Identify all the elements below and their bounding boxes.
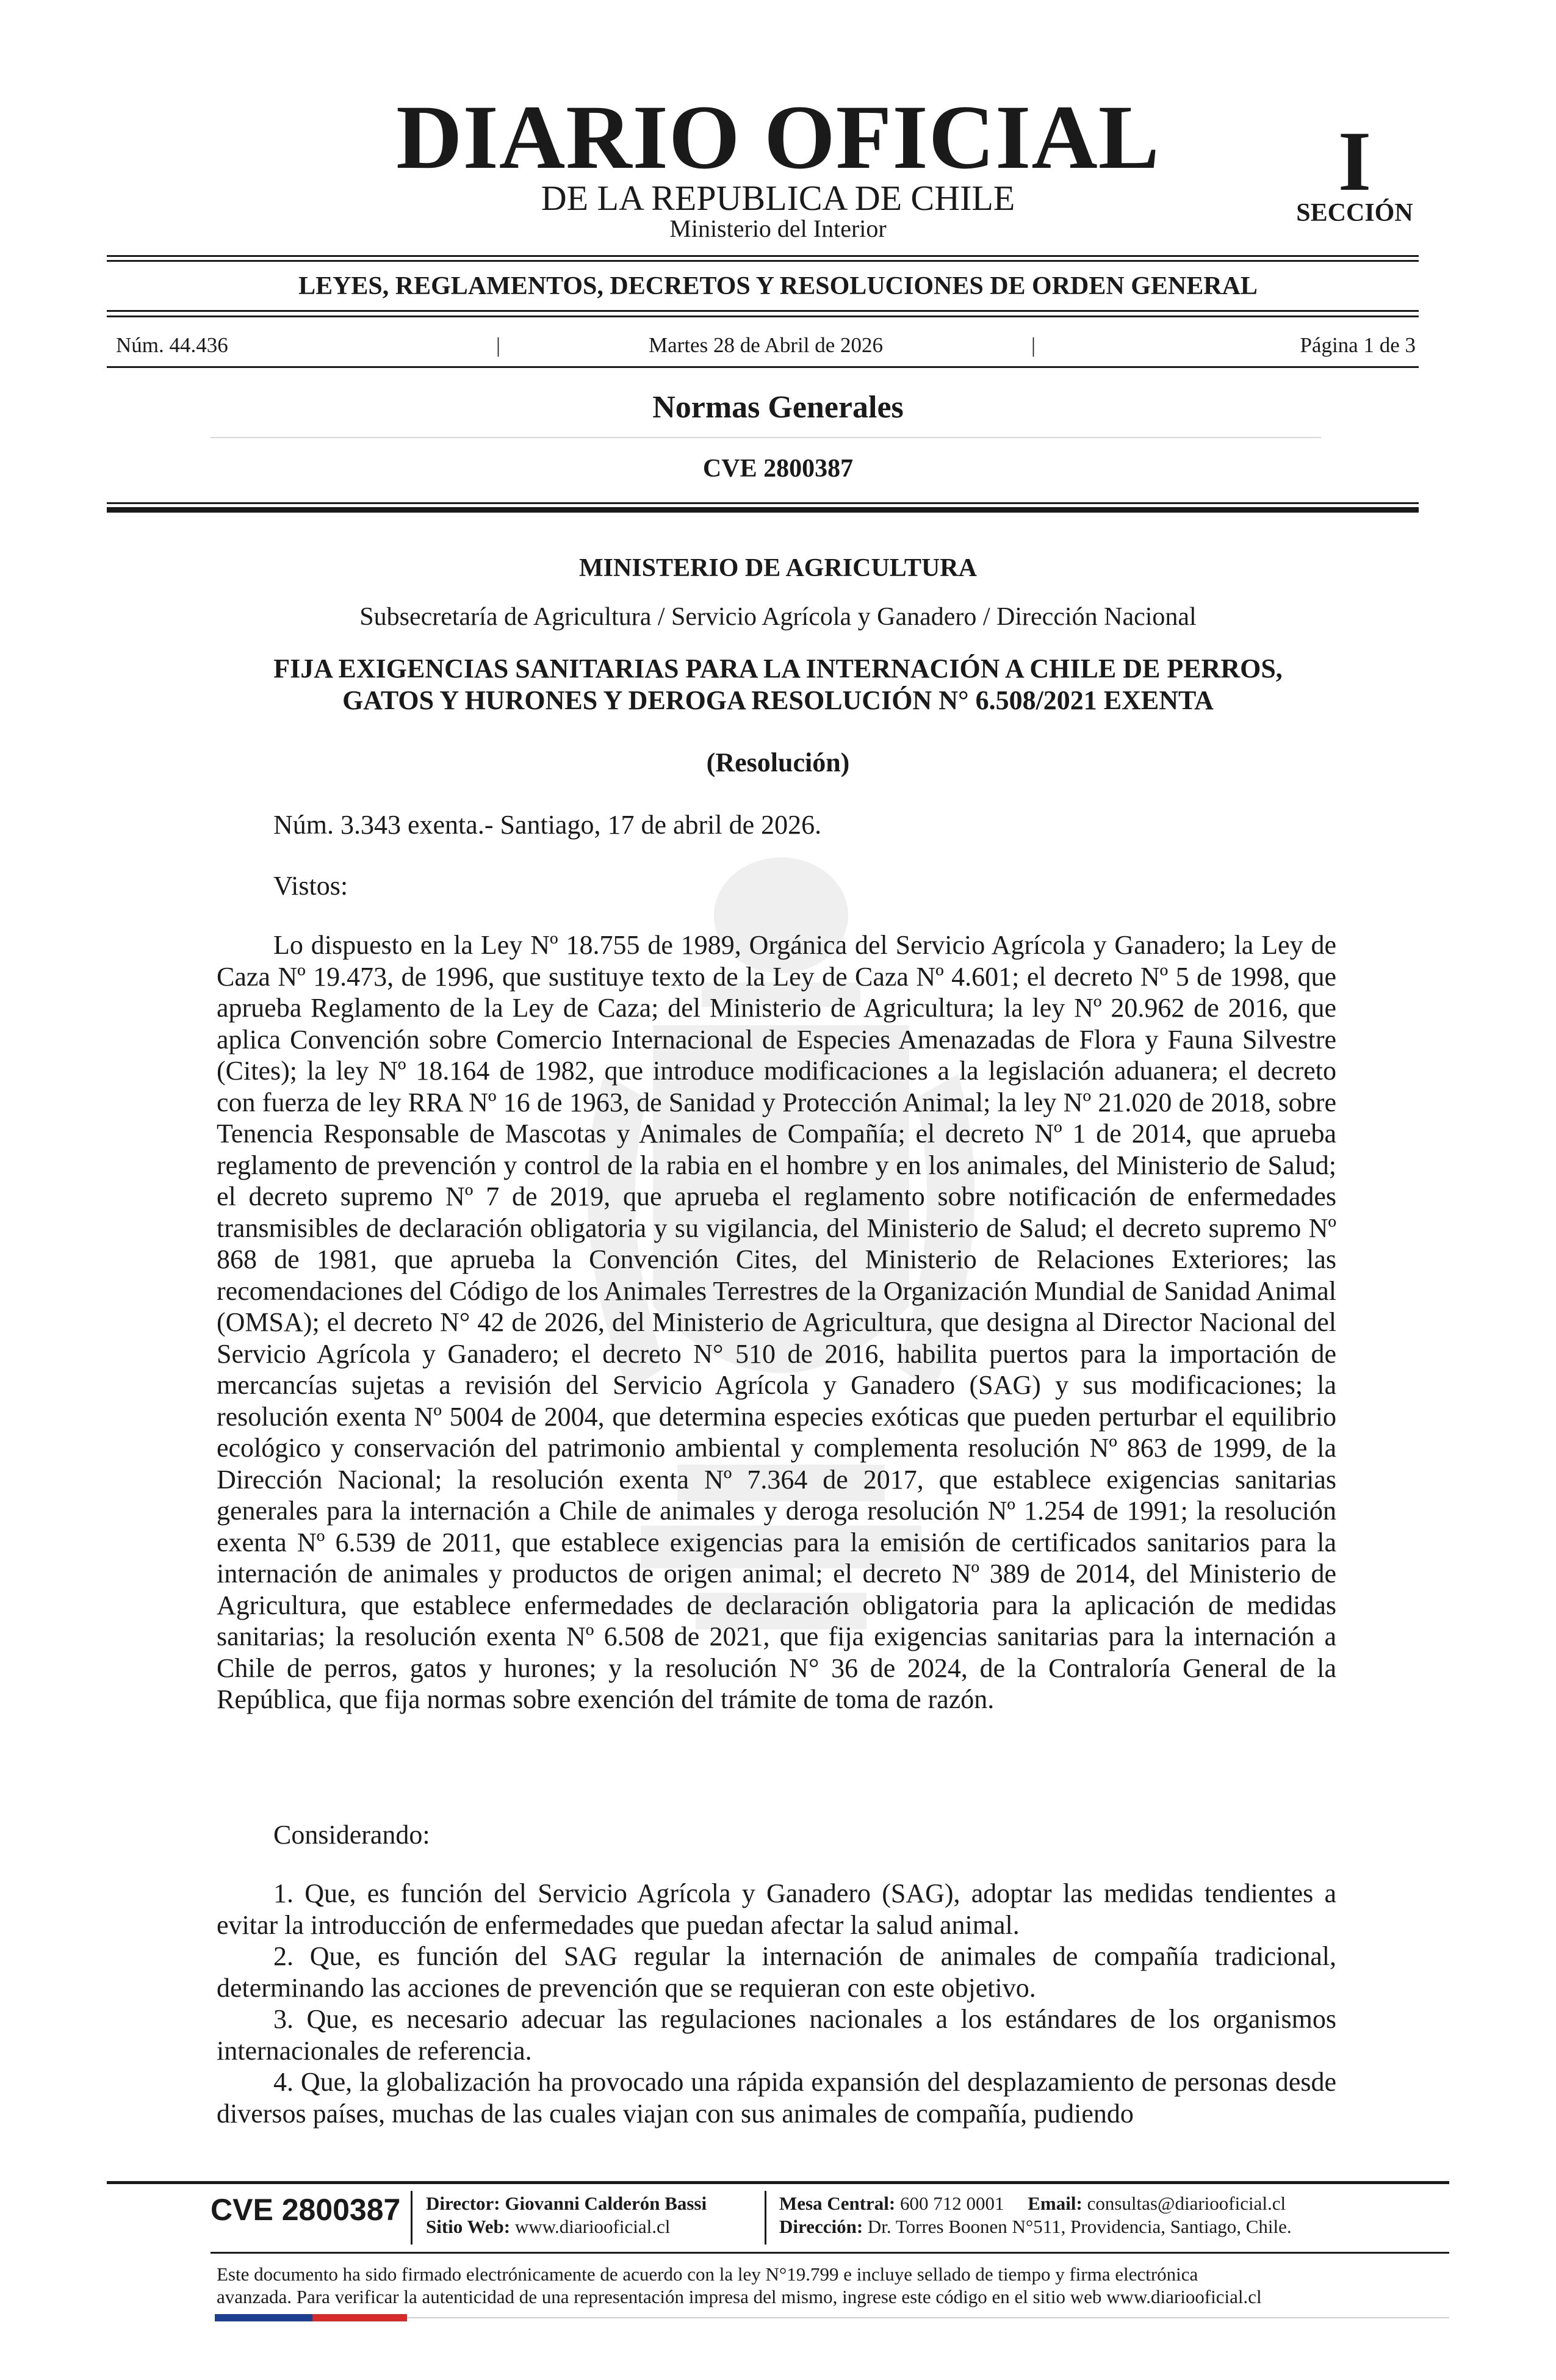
section-label: SECCIÓN	[1296, 199, 1413, 227]
considerando-label: Considerando:	[273, 1820, 430, 1850]
cve-header: CVE 2800387	[702, 455, 854, 483]
footer-cve: CVE 2800387	[211, 2193, 401, 2227]
category-rule-double	[107, 316, 1419, 317]
mesa-central-phone: 600 712 0001	[900, 2193, 1004, 2214]
legal-line: avanzada. Para verificar la autenticidad de una representación impresa del mismo, ingrese este código en el sitio web www.diariooficial.cl	[217, 2286, 1262, 2307]
masthead-subtitle: DE LA REPUBLICA DE CHILE	[541, 178, 1015, 218]
considerando-item: 2. Que, es función del SAG regular la internación de animales de compañía tradicional, determinando las acciones de prevención que se requieran con este objetivo.	[217, 1941, 1336, 2003]
masthead-title: DIARIO OFICIAL	[396, 87, 1160, 188]
resolution-type: (Resolución)	[706, 748, 850, 777]
category-heading: LEYES, REGLAMENTOS, DECRETOS Y RESOLUCIONES DE ORDEN GENERAL	[298, 272, 1258, 300]
issue-separator: |	[496, 333, 501, 357]
cve-rule-thick	[107, 507, 1419, 513]
issue-separator: |	[1031, 333, 1036, 357]
considerando-item: 3. Que, es necesario adecuar las regulaciones nacionales a los estándares de los organismos internacionales de referencia.	[217, 2004, 1336, 2066]
mesa-central-label: Mesa Central:	[779, 2193, 896, 2214]
vistos-label: Vistos:	[273, 871, 348, 901]
masthead-ministry: Ministerio del Interior	[669, 215, 887, 242]
email-label: Email:	[1028, 2193, 1082, 2214]
resolution-number-line: Núm. 3.343 exenta.- Santiago, 17 de abril de 2026.	[273, 810, 822, 840]
section-numeral: I	[1338, 114, 1372, 209]
issue-date: Martes 28 de Abril de 2026	[649, 333, 883, 357]
issue-number: Núm. 44.436	[116, 333, 228, 357]
flag-stripe-blue	[215, 2314, 312, 2321]
considerando-item: 4. Que, la globalización ha provocado una rápida expansión del desplazamiento de personas desde diversos países, muchas de las cuales viajan con sus animales de compañía, pudiendo	[217, 2067, 1336, 2129]
masthead-rule-top	[107, 255, 1419, 257]
email-link[interactable]: consultas@diariooficial.cl	[1087, 2193, 1286, 2214]
issuing-subsecretaria: Subsecretaría de Agricultura / Servicio Agrícola y Ganadero / Dirección Nacional	[359, 603, 1197, 631]
masthead-rule-double	[107, 260, 1419, 262]
director-name: Giovanni Calderón Bassi	[505, 2193, 707, 2214]
resolution-title	[207, 653, 1349, 716]
flag-stripe-red	[312, 2314, 407, 2321]
footer-contact-block	[779, 2192, 1292, 2238]
address-label: Dirección:	[779, 2216, 863, 2237]
footer-legal-notice	[217, 2263, 1336, 2308]
address-text: Dr. Torres Boonen N°511, Providencia, Santiago, Chile.	[867, 2216, 1292, 2237]
norm-type-rule	[211, 437, 1321, 438]
resolution-title-line: GATOS Y HURONES Y DEROGA RESOLUCIÓN N° 6.508/2021 EXENTA	[342, 685, 1214, 715]
cve-rule	[107, 502, 1419, 504]
website-label: Sitio Web:	[426, 2216, 511, 2237]
flag-stripe-line	[407, 2317, 1449, 2318]
director-label: Director:	[426, 2193, 500, 2214]
resolution-title-line: FIJA EXIGENCIAS SANITARIAS PARA LA INTERNACIÓN A CHILE DE PERROS,	[273, 654, 1283, 683]
considerando-item: 1. Que, es función del Servicio Agrícola y Ganadero (SAG), adoptar las medidas tendientes a evitar la introducción de enfermedades que puedan afectar la salud animal.	[217, 1878, 1336, 1940]
issue-page: Página 1 de 3	[1300, 333, 1416, 357]
footer-rule-mid	[211, 2252, 1449, 2254]
norm-type-heading: Normas Generales	[652, 390, 904, 425]
website-link[interactable]: www.diariooficial.cl	[514, 2216, 671, 2237]
issuing-ministry: MINISTERIO DE AGRICULTURA	[579, 554, 977, 582]
footer-director-block	[426, 2192, 707, 2238]
vistos-paragraph: Lo dispuesto en la Ley Nº 18.755 de 1989, Orgánica del Servicio Agrícola y Ganadero; la Ley de Caza Nº 19.473, de 1996, que sustituye texto de la Ley de Caza Nº 4.601; el decreto Nº 5 de 1998, que aprueba Reglamento de la Ley de Caza; del Ministerio de Agricultura; la ley Nº 20.962 de 2016, que aplica Convención sobre Comercio Internacional de Especies Amenazadas de Flora y Fauna Silvestre (Cites); la ley Nº 18.164 de 1982, que introduce modificaciones a la legislación aduanera; el decreto con fuerza de ley RRA Nº 16 de 1963, de Sanidad y Protección Animal; la ley Nº 21.020 de 2018, sobre Tenencia Responsable de Mascotas y Animales de Compañía; el decreto Nº 1 de 2014, que aprueba reglamento de prevención y control de la rabia en el hombre y en los animales, del Ministerio de Salud; el decreto supremo Nº 7 de 2019, que aprueba el reglamento sobre notificación de enfermedades transmisibles de declaración obligatoria y su vigilancia, del Ministerio de Salud; el decreto supremo Nº 868 de 1981, que aprueba la Convención Cites, del Ministerio de Relaciones Exteriores; las recomendaciones del Código de los Animales Terrestres de la Organización Mundial de Sanidad Animal (OMSA); el decreto N° 42 de 2026, del Ministerio de Agricultura, que designa al Director Nacional del Servicio Agrícola y Ganadero; el decreto N° 510 de 2016, habilita puertos para la importación de mercancías sujetas a revisión del Servicio Agrícola y Ganadero (SAG) y sus modificaciones; la resolución exenta Nº 5004 de 2004, que determina especies exóticas que pueden perturbar el equilibrio ecológico y conservación del patrimonio ambiental y complementa resolución Nº 863 de 1999, de la Dirección Nacional; la resolución exenta Nº 7.364 de 2017, que establece exigencias sanitarias generales para la internación a Chile de animales y deroga resolución Nº 1.254 de 1991; la resolución exenta Nº 6.539 de 2011, que establece exigencias para la emisión de certificados sanitarios para la internación de animales y productos de origen animal; el decreto Nº 389 de 2014, del Ministerio de Agricultura, que establece enfermedades de declaración obligatoria para la aplicación de medidas sanitarias; la resolución exenta Nº 6.508 de 2021, que fija exigencias sanitarias para la internación a Chile de perros, gatos y hurones; y la resolución N° 36 de 2024, de la Contraloría General de la República, que fija normas sobre exención del trámite de toma de razón.	[217, 930, 1336, 1714]
footer-rule	[107, 2181, 1449, 2184]
legal-line: Este documento ha sido firmado electrónicamente de acuerdo con la ley N°19.799 e incluye sellado de tiempo y firma electrónica	[217, 2263, 1198, 2285]
category-rule-bottom	[107, 310, 1419, 312]
footer-divider	[411, 2191, 412, 2245]
issue-rule	[107, 366, 1419, 368]
footer-divider	[765, 2191, 766, 2245]
